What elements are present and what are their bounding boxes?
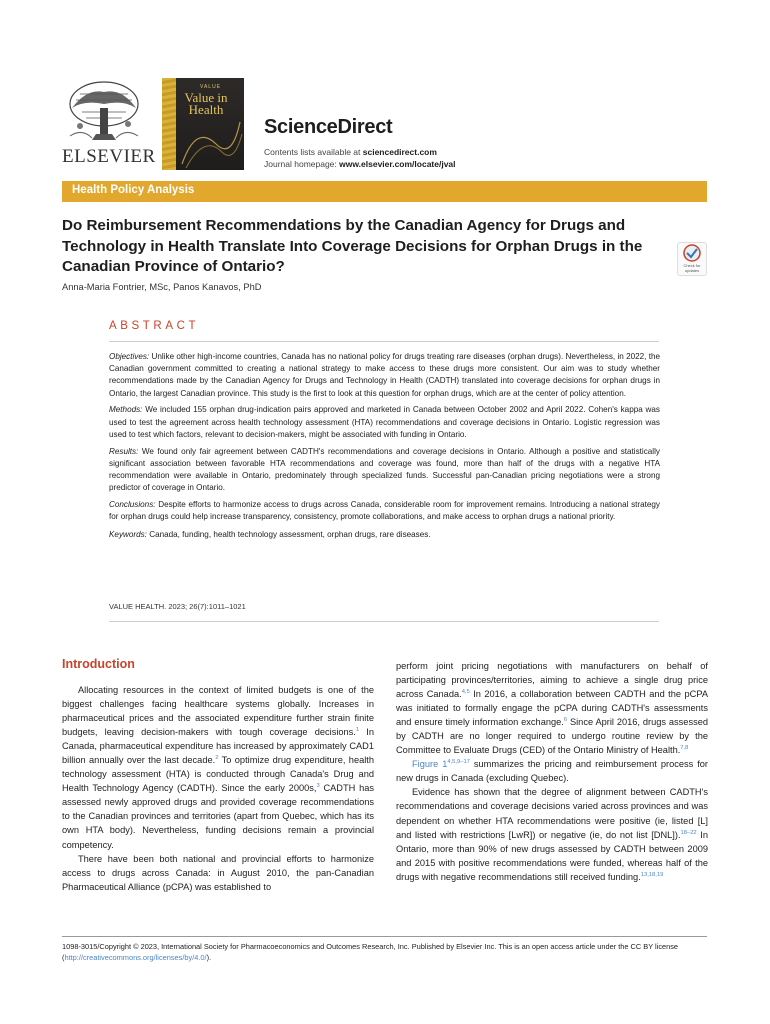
methods-text: We included 155 orphan drug-indication pairs approved and marketed in Canada between October 2002 and April 2022. Cohen's kappa was used to test the agreement across health technology assessment (HTA) recommendations and coverage decisions in Ontario. Logistic regression was used to test which factors, relevant to decision-makers, might be associated with funding in Ontario. [109,405,660,439]
body-column-right [396,659,708,884]
body-column-left [62,683,374,894]
publisher-name: ELSEVIER [62,146,156,167]
intro-paragraph-1 [62,683,374,852]
intro-text: In Ontario, more than 90% of new drugs assessed by CADTH between 2009 and 2015 with positive recommendations were funded, whereas half of the drugs with negative recommendations still received funding. [396,829,708,882]
intro-text: Since April 2016, drugs assessed by CADTH are no longer required to undergo routine review by the Committee to Evaluate Drugs (CED) of the Ontario Ministry of Health. [396,717,708,756]
reference-link[interactable]: 4,5,9–17 [447,759,470,766]
article-title: Do Reimbursement Recommendations by the Canadian Agency for Drugs and Technology in Health Translate Into Coverage Decisions for Orphan Drugs in the Canadian Province of Ontario? [62,217,643,275]
abstract-conclusions [109,499,660,523]
objectives-text: Unlike other high-income countries, Canada has no national policy for drugs treating rare diseases (orphan drugs). Nevertheless, in 2022, the Canadian government committed to creating a national strategy to make access to these drugs more consistent. Our aim was to study whether recommendations made by the Canadian Agency for Drugs and Technology in Health (CADTH) translated into coverage decisions for orphan drugs in Ontario, the largest Canadian province. This study is the first to look at this question for orphan drugs, which are at the center of policy attention. [109,352,660,398]
intro-text: CADTH has assessed newly approved drugs and provided coverage recommendations to the Canadian provinces and territories (apart from Quebec, which has its own HTA body). Nevertheless, funding decisions remain a provincial competency. [62,783,374,850]
abstract-keywords [109,529,660,541]
intro-text: In Canada, pharmaceutical expenditure has increased by approximately CAD1 billion annually over the last decade. [62,727,374,766]
copyright-end: ). [206,953,212,963]
results-label: Results: [109,446,139,456]
contents-line [264,147,437,157]
category-band [62,181,707,202]
copyright-footer [62,941,707,963]
category-label: Health Policy Analysis [72,184,195,196]
homepage-line [264,159,456,169]
intro-text: perform joint pricing negotiations with manufacturers on behalf of participating provinces/territories, aiming to achieve a single drug price across Canada. [396,661,708,700]
contents-prefix: Contents lists available at [264,147,363,157]
figure-1-link[interactable]: Figure 1 [412,759,448,770]
keywords-text: Canada, funding, health technology assessment, orphan drugs, rare diseases. [146,530,431,540]
check-updates-label: Check for updates [683,263,701,273]
introduction-heading: Introduction [62,657,135,671]
sciencedirect-title[interactable]: ScienceDirect [264,116,393,138]
cover-top-label: VALUE [200,84,222,90]
license-link[interactable]: http://creativecommons.org/licenses/by/4.0/ [64,953,207,963]
intro-text: Allocating resources in the context of limited budgets is one of the biggest challenges facing healthcare systems globally. Increases in pharmaceutical prices and the associated expenditure further strain finite budgets, leaving decision-makers with tough coverage decisions. [62,685,374,738]
cover-gold-band [162,78,176,170]
intro-paragraph-3 [396,757,708,785]
footer-divider [62,936,707,937]
conclusions-label: Conclusions: [109,500,156,510]
intro-paragraph-4 [396,785,708,883]
conclusions-text: Despite efforts to harmonize access to drugs across Canada, considerable room for improvement remains. Introducing a national strategy for orphan drugs could help increase transparency, consistency, promote collaborations, and make access to orphan drugs a national priority. [109,500,660,522]
cover-swirl-icon [176,114,244,170]
cover-title: Value in Health [184,90,228,117]
intro-text: Evidence has shown that the degree of alignment between CADTH's recommendations and coverage decisions varied across provinces and was dependent on whether HTA recommendations were positive (ie, listed [L] and listed with restrictions [LwR]) or negative (ie, do not list [DNL]). [396,787,708,840]
intro-text: summarizes the pricing and reimbursement process for new drugs in Canada (excluding Quebec). [396,759,708,784]
abstract-divider [109,341,659,342]
elsevier-logo[interactable] [62,78,156,170]
intro-paragraph-2-cont [396,659,708,757]
elsevier-tree-icon [62,78,146,148]
intro-text: In 2016, a collaboration between CADTH and the pCPA was initiated to formally engage the pCPA during CADTH's assessments and ensure timely information exchange. [396,689,708,728]
reference-link[interactable]: 13,18,19 [640,871,664,878]
intro-text: To optimize drug expenditure, health technology assessment (HTA) is conducted through Canada's Drug and Health Technology Agency (CADTH). Since the early 2000s, [62,755,374,794]
check-updates-icon [678,243,706,263]
objectives-label: Objectives: [109,352,150,361]
methods-label: Methods: [109,405,143,415]
reference-link[interactable]: 7,8 [680,745,689,752]
reference-link[interactable]: 2 [215,755,219,762]
keywords-label: Keywords: [109,530,147,540]
sciencedirect-link[interactable]: sciencedirect.com [362,147,437,157]
abstract-body [109,351,660,546]
abstract-bottom-divider [109,621,659,622]
article-citation: VALUE HEALTH. 2023; 26(7):1011–1021 [109,602,246,611]
reference-link[interactable]: 3 [316,783,320,790]
copyright-text: 1098-3015/Copyright © 2023, International Society for Pharmacoeconomics and Outcomes Research, Inc. Published by Elsevier Inc. This is an open access article under the CC BY license ( [62,942,679,963]
abstract-heading: ABSTRACT [109,320,200,332]
author-list: Anna-Maria Fontrier, MSc, Panos Kanavos, PhD [62,282,262,292]
homepage-prefix: Journal homepage: [264,159,340,169]
results-text: We found only fair agreement between CADTH's recommendations and coverage decisions in Ontario. Although a positive and statistically significant association between favorable HTA recommendations and coverage was found, more than half of the drugs with a negative HTA recommendation were available in Ontario, predominately through specialized funds. Successful pan-Canadian pricing negotiations were a strong predictor of coverage in Ontario. [109,446,660,493]
reference-link[interactable]: 6 [563,717,568,724]
reference-link[interactable]: 1 [355,727,360,734]
reference-link[interactable]: 18–22 [680,829,697,836]
intro-paragraph-2: There have been both national and provincial efforts to harmonize access to drugs across Canada: in August 2010, the pan-Canadian Pharmaceutical Alliance (pCPA) was established to [62,853,374,892]
journal-homepage-link[interactable]: www.elsevier.com/locate/jval [339,159,456,169]
abstract-objectives [109,351,660,400]
check-for-updates-button[interactable] [677,242,707,276]
journal-cover[interactable] [162,78,244,170]
abstract-results [109,446,660,495]
reference-link[interactable]: 4,5 [461,689,470,696]
abstract-methods [109,404,660,441]
